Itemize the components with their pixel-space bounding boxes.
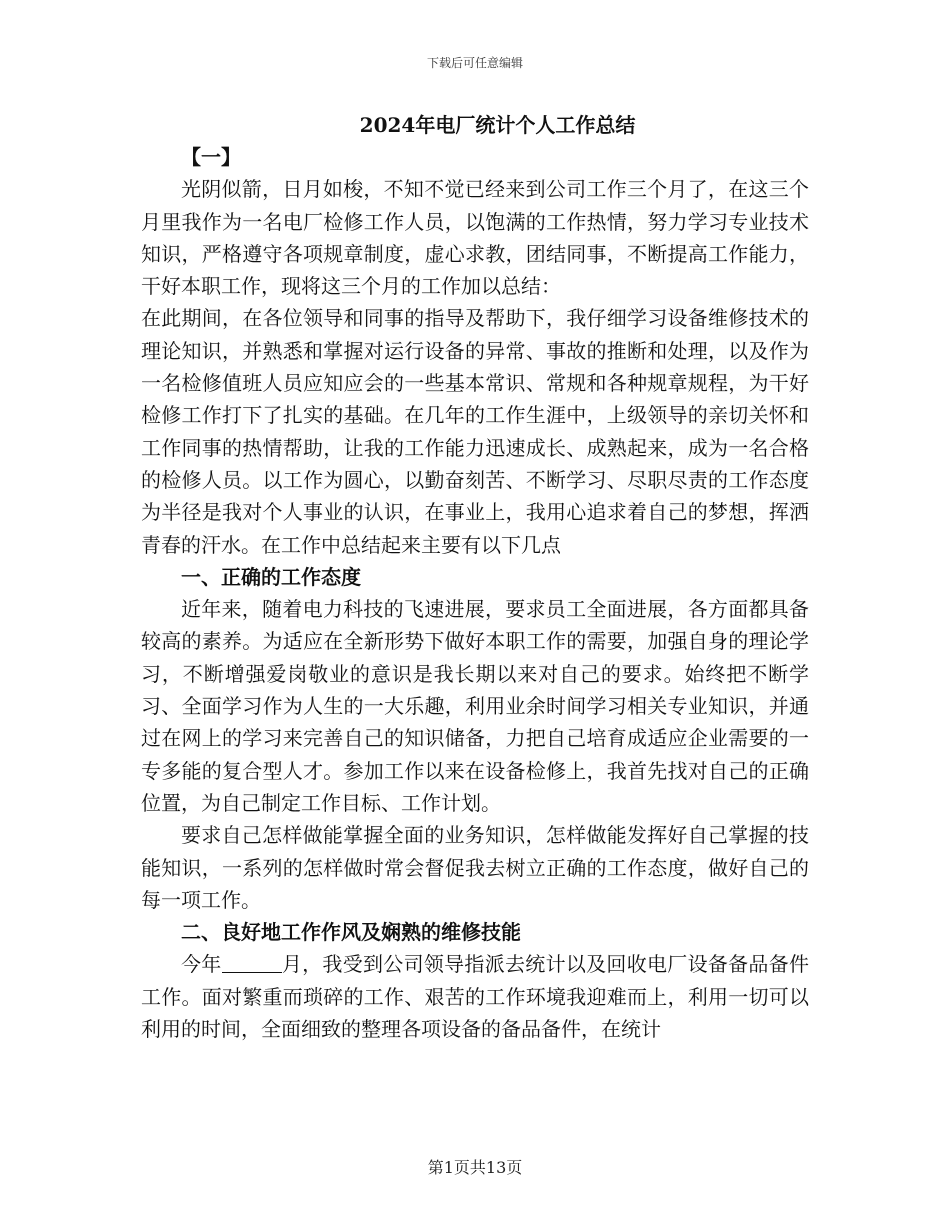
document-title: 2024年电厂统计个人工作总结	[359, 113, 636, 137]
paragraph-intro: 光阴似箭，日月如梭，不知不觉已经来到公司工作三个月了，在这三个月里我作为一名电厂检修工作人员，以饱满的工作热情，努力学习专业技术知识，严格遵守各项规章制度，虚心求教，团结同事，不断提高工作能力，干好本职工作，现将这三个月的工作加以总结：	[141, 177, 809, 299]
paragraph-spare-parts-rest: 月，我受到公司领导指派去统计以及回收电厂设备备品备件工作。面对繁重而琐碎的工作、艰苦的工作环境我迎难而上，利用一切可以利用的时间，全面细致的整理各项设备的备品备件，在统计	[141, 952, 810, 1042]
section-marker: 【一】	[181, 145, 241, 169]
paragraph-spare-parts	[141, 948, 809, 1045]
heading-work-attitude: 一、正确的工作态度	[181, 564, 361, 589]
paragraph-period: 在此期间，在各位领导和同事的指导及帮助下，我仔细学习设备维修技术的理论知识，并熟悉和掌握对运行设备的异常、事故的推断和处理，以及作为一名检修值班人员应知应会的一些基本常识、常规和各种规章规程，为干好检修工作打下了扎实的基础。在几年的工作生涯中，上级领导的亲切关怀和工作同事的热情帮助，让我的工作能力迅速成长、成熟起来，成为一名合格的检修人员。以工作为圆心，以勤奋刻苦、不断学习、尽职尽责的工作态度为半径是我对个人事业的认识，在事业上，我用心追求着自己的梦想，挥洒青春的汗水。在工作中总结起来主要有以下几点	[141, 306, 809, 557]
paragraph-attitude: 近年来，随着电力科技的飞速进展，要求员工全面进展，各方面都具备较高的素养。为适应在全新形势下做好本职工作的需要，加强自身的理论学习，不断增强爱岗敬业的意识是我长期以来对自己的要求。始终把不断学习、全面学习作为人生的一大乐趣，利用业余时间学习相关专业知识，并通过在网上的学习来完善自己的知识储备，力把自己培育成适应企业需要的一专多能的复合型人才。参加工作以来在设备检修上，我首先找对自己的正确位置，为自己制定工作目标、工作计划。	[141, 597, 809, 815]
paragraph-requirements: 要求自己怎样做能掌握全面的业务知识，怎样做能发挥好自己掌握的技能知识，一系列的怎样做时常会督促我去树立正确的工作态度，做好自己的每一项工作。	[141, 823, 809, 912]
document-body	[141, 141, 809, 1045]
blank-month-underline	[222, 952, 282, 973]
header-note: 下载后可任意编辑	[426, 56, 523, 70]
page-footer: 第1页共13页	[427, 1158, 523, 1177]
heading-work-style: 二、良好地工作作风及娴熟的维修技能	[181, 920, 521, 945]
paragraph-spare-parts-start: 今年	[181, 952, 222, 977]
